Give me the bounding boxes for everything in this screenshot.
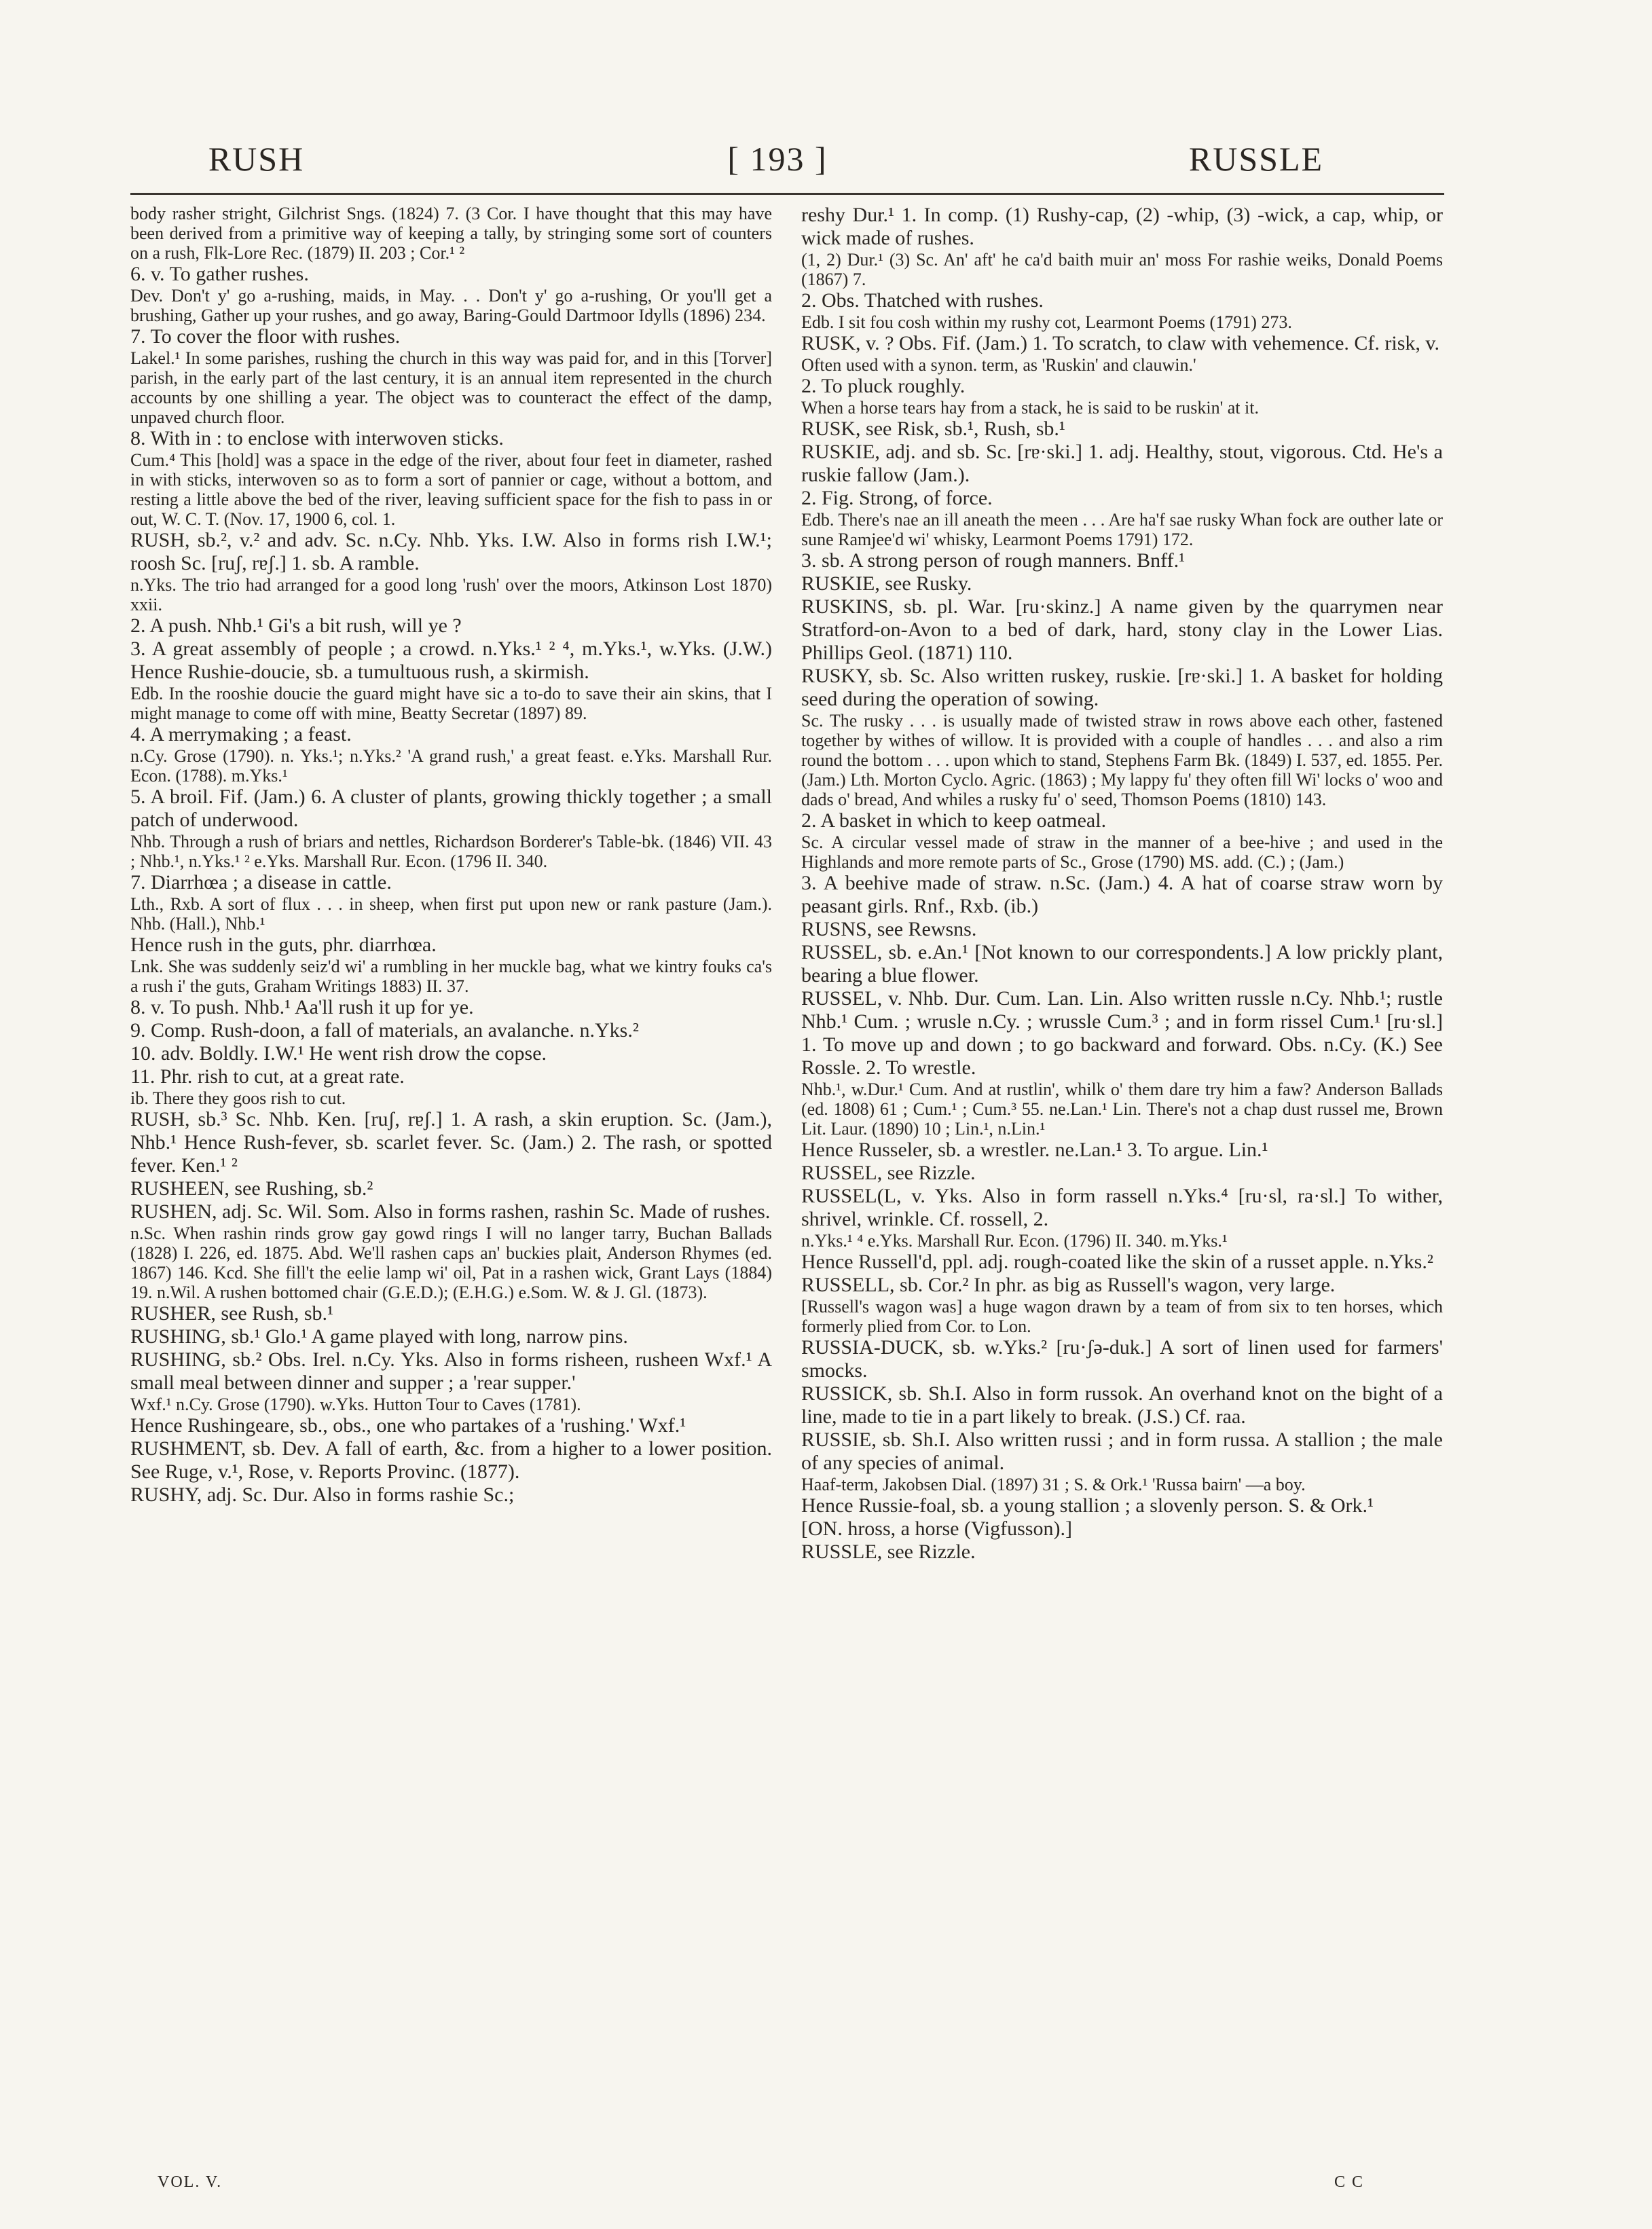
entry-paragraph: Hence Russell'd, ppl. adj. rough-coated like the skin of a russet apple. n.Yks.² [801, 1251, 1433, 1273]
volume-mark: VOL. V. [158, 2173, 223, 2191]
entry-paragraph: RUSSICK, sb. Sh.I. Also in form russok. An overhand knot on the bight of a line, made to tie in a part likely to break. (J.S.) Cf. raa. [801, 1382, 1443, 1428]
entry-paragraph: RUSSLE, see Rizzle. [801, 1541, 976, 1563]
entry-paragraph: [ON. hross, a horse (Vigfusson).] [801, 1517, 1072, 1540]
entry-paragraph: Hence Russeler, sb. a wrestler. ne.Lan.¹ 3. To argue. Lin.¹ [801, 1139, 1268, 1161]
citation-paragraph: ib. There they goos rish to cut. [130, 1088, 346, 1108]
citation-paragraph: Cum.⁴ This [hold] was a space in the edge of the river, about four feet in diameter, rashed in with sticks, interwoven so as to form a sort of pannier or cage, without a bottom, and resting a little above the bed of the river, leaving sufficient space for the fish to pass in or out, W. C. T. (Nov. 17, 1900 6, col. 1. [130, 450, 772, 529]
entry-paragraph: 7. To cover the floor with rushes. [130, 325, 401, 348]
entry-paragraph: 8. v. To push. Nhb.¹ Aa'll rush it up for ye. [130, 996, 474, 1018]
entry-paragraph: 6. v. To gather rushes. [130, 263, 309, 285]
citation-paragraph: Sc. The rusky . . . is usually made of twisted straw in rows above each other, fastened together by withes of willow. It is provided with a couple of handles . . . and also a rim round the bottom . . . upon which to stand, Stephens Farm Bk. (1849) I. 537, ed. 1855. Per. (Jam.) Lth. Morton Cyclo. Agric. (1863) ; My lappy fu' they often fill Wi' locks o' woo and dads o' bread, And whiles a rusky fu' o' seed, Thomson Poems (1810) 143. [801, 711, 1443, 809]
entry-paragraph: 10. adv. Boldly. I.W.¹ He went rish drow the copse. [130, 1042, 547, 1065]
entry-paragraph: 2. Obs. Thatched with rushes. [801, 289, 1044, 312]
entry-paragraph: RUSK, see Risk, sb.¹, Rush, sb.¹ [801, 418, 1065, 440]
entry-paragraph: RUSK, v. ? Obs. Fif. (Jam.) 1. To scratch, to claw with vehemence. Cf. risk, v. [801, 332, 1439, 354]
citation-paragraph: Lakel.¹ In some parishes, rushing the church in this way was paid for, and in this [Torver] parish, in the early part of the last century, it is an annual item represented in the church accounts by one shilling a year. The object was to counteract the effect of the damp, unpaved church floor. [130, 348, 772, 427]
entry-paragraph: RUSHING, sb.² Obs. Irel. n.Cy. Yks. Also in forms risheen, rusheen Wxf.¹ A small meal between dinner and supper ; a 'rear supper.' [130, 1348, 772, 1394]
entry-paragraph: 4. A merrymaking ; a feast. [130, 723, 352, 745]
citation-paragraph: Dev. Don't y' go a-rushing, maids, in May. . . Don't y' go a-rushing, Or you'll get a brushing, Gather up your rushes, and go away, Baring-Gould Dartmoor Idylls (1896) 234. [130, 286, 772, 325]
citation-paragraph: Haaf-term, Jakobsen Dial. (1897) 31 ; S. & Ork.¹ 'Russa bairn' —a boy. [801, 1475, 1306, 1494]
entry-paragraph: 9. Comp. Rush-doon, a fall of materials, an avalanche. n.Yks.² [130, 1019, 639, 1042]
citation-paragraph: n.Sc. When rashin rinds grow gay gowd rings I will no langer tarry, Buchan Ballads (1828) I. 226, ed. 1875. Abd. We'll rashen caps an' buckies plait, Anderson Rhymes (ed. 1867) 146. Kcd. She fill't the eelie lamp wi' oil, Pat in a rashen wick, Grant Lays (1884) 19. n.Wil. A rushen bottomed chair (G.E.D.); (E.H.G.) e.Som. W. & J. Gl. (1873). [130, 1223, 772, 1302]
citation-paragraph: n.Yks. The trio had arranged for a good long 'rush' over the moors, Atkinson Lost 1870) xxii. [130, 575, 772, 614]
citation-paragraph: [Russell's wagon was] a huge wagon drawn by a team of from six to ten horses, which formerly plied from Cor. to Lon. [801, 1297, 1443, 1336]
right-column [801, 204, 1443, 2173]
entry-paragraph: RUSSEL, v. Nhb. Dur. Cum. Lan. Lin. Also written russle n.Cy. Nhb.¹; rustle Nhb.¹ Cum. ; wrusle n.Cy. ; wrussle Cum.³ ; and in form rissel Cum.¹ [ru·sl.] 1. To move up and down ; to go backward and forward. Obs. n.Cy. (K.) See Rossle. 2. To wrestle. [801, 987, 1443, 1079]
citation-paragraph: Edb. There's nae an ill aneath the meen . . . Are ha'f sae rusky Whan fock are outher late or sune Ramjee'd wi' whisky, Learmont Poems 1791) 172. [801, 510, 1443, 549]
citation-paragraph: When a horse tears hay from a stack, he is said to be ruskin' at it. [801, 398, 1259, 418]
entry-paragraph: 2. To pluck roughly. [801, 375, 966, 397]
entry-paragraph: RUSKIE, see Rusky. [801, 572, 972, 595]
entry-paragraph: Hence Russie-foal, sb. a young stallion ; a slovenly person. S. & Ork.¹ [801, 1494, 1374, 1517]
entry-paragraph: RUSSELL, sb. Cor.² In phr. as big as Russell's wagon, very large. [801, 1274, 1336, 1296]
header-rule [130, 193, 1444, 195]
entry-paragraph: RUSKIE, adj. and sb. Sc. [rɐ·ski.] 1. adj. Healthy, stout, vigorous. Ctd. He's a ruskie fallow (Jam.). [801, 441, 1443, 486]
citation-paragraph: Wxf.¹ n.Cy. Grose (1790). w.Yks. Hutton Tour to Caves (1781). [130, 1395, 581, 1414]
entry-paragraph: RUSHMENT, sb. Dev. A fall of earth, &c. from a higher to a lower position. See Ruge, v.¹, Rose, v. Reports Provinc. (1877). [130, 1437, 772, 1483]
entry-paragraph: 3. A beehive made of straw. n.Sc. (Jam.) 4. A hat of coarse straw worn by peasant girls. Rnf., Rxb. (ib.) [801, 872, 1443, 917]
entry-paragraph: 3. A great assembly of people ; a crowd. n.Yks.¹ ² ⁴, m.Yks.¹, w.Yks. (J.W.) Hence Rushie-doucie, sb. a tumultuous rush, a skirmish. [130, 638, 772, 683]
entry-paragraph: RUSSEL, sb. e.An.¹ [Not known to our correspondents.] A low prickly plant, bearing a blue flower. [801, 941, 1443, 987]
entry-paragraph: 11. Phr. rish to cut, at a great rate. [130, 1065, 405, 1088]
entry-paragraph: 8. With in : to enclose with interwoven sticks. [130, 427, 504, 449]
citation-paragraph: Lnk. She was suddenly seiz'd wi' a rumbling in her muckle bag, what we kintry fouks ca's a rush i' the guts, Graham Writings 1883) II. 37. [130, 957, 772, 996]
entry-paragraph: RUSKINS, sb. pl. War. [ru·skinz.] A name given by the quarrymen near Stratford-on-Avon to a bed of dark, hard, stony clay in the Lower Lias. Phillips Geol. (1871) 110. [801, 595, 1443, 664]
entry-paragraph: RUSH, sb.², v.² and adv. Sc. n.Cy. Nhb. Yks. I.W. Also in forms rish I.W.¹; roosh Sc. [ruʃ, rɐʃ.] 1. sb. A ramble. [130, 529, 772, 574]
entry-paragraph: RUSH, sb.³ Sc. Nhb. Ken. [ruʃ, rɐʃ.] 1. A rash, a skin eruption. Sc. (Jam.), Nhb.¹ Hence Rush-fever, sb. scarlet fever. Sc. (Jam.) 2. The rash, or spotted fever. Ken.¹ ² [130, 1108, 772, 1177]
entry-paragraph: Hence rush in the guts, phr. diarrhœa. [130, 934, 437, 956]
entry-paragraph: RUSHER, see Rush, sb.¹ [130, 1302, 334, 1325]
entry-paragraph: reshy Dur.¹ 1. In comp. (1) Rushy-cap, (2) -whip, (3) -wick, a cap, whip, or wick made of rushes. [801, 204, 1443, 249]
citation-paragraph: Nhb. Through a rush of briars and nettles, Richardson Borderer's Table-bk. (1846) VII. 43 ; Nhb.¹, n.Yks.¹ ² e.Yks. Marshall Rur. Econ. (1796 II. 340. [130, 832, 772, 871]
running-head-left: RUSH [208, 140, 305, 178]
entry-paragraph: RUSNS, see Rewsns. [801, 918, 977, 940]
citation-paragraph: n.Yks.¹ ⁴ e.Yks. Marshall Rur. Econ. (1796) II. 340. m.Yks.¹ [801, 1231, 1228, 1251]
entry-paragraph: RUSHEN, adj. Sc. Wil. Som. Also in forms rashen, rashin Sc. Made of rushes. [130, 1200, 771, 1223]
signature-mark: C C [1334, 2173, 1365, 2191]
entry-paragraph: 2. Fig. Strong, of force. [801, 487, 993, 509]
entry-paragraph: RUSHEEN, see Rushing, sb.² [130, 1177, 373, 1200]
entry-paragraph: 2. A push. Nhb.¹ Gi's a bit rush, will ye ? [130, 614, 462, 637]
citation-paragraph: Edb. I sit fou cosh within my rushy cot, Learmont Poems (1791) 273. [801, 312, 1292, 332]
entry-paragraph: 7. Diarrhœa ; a disease in cattle. [130, 871, 392, 894]
citation-paragraph: Lth., Rxb. A sort of flux . . . in sheep, when first put upon new or rank pasture (Jam.). Nhb. (Hall.), Nhb.¹ [130, 894, 772, 934]
citation-paragraph: Nhb.¹, w.Dur.¹ Cum. And at rustlin', whilk o' them dare try him a faw? Anderson Ballads (ed. 1808) 61 ; Cum.¹ ; Cum.³ 55. ne.Lan.¹ Lin. There's not a chap dust russel me, Brown Lit. Laur. (1890) 10 ; Lin.¹, n.Lin.¹ [801, 1080, 1443, 1139]
entry-paragraph: Hence Rushingeare, sb., obs., one who partakes of a 'rushing.' Wxf.¹ [130, 1414, 686, 1437]
page-number: [ 193 ] [727, 140, 828, 178]
entry-paragraph: 2. A basket in which to keep oatmeal. [801, 809, 1107, 832]
citation-paragraph: Sc. A circular vessel made of straw in the manner of a bee-hive ; and used in the Highlands and more remote parts of Sc., Grose (1790) MS. add. (C.) ; (Jam.) [801, 832, 1443, 872]
entry-paragraph: 5. A broil. Fif. (Jam.) 6. A cluster of plants, growing thickly together ; a small patch of underwood. [130, 786, 772, 831]
entry-paragraph: RUSKY, sb. Sc. Also written ruskey, ruskie. [rɐ·ski.] 1. A basket for holding seed during the operation of sowing. [801, 665, 1443, 710]
entry-paragraph: RUSSEL(L, v. Yks. Also in form rassell n.Yks.⁴ [ru·sl, ra·sl.] To wither, shrivel, wrinkle. Cf. rossell, 2. [801, 1185, 1443, 1230]
entry-paragraph: RUSSEL, see Rizzle. [801, 1162, 976, 1184]
entry-paragraph: RUSHING, sb.¹ Glo.¹ A game played with long, narrow pins. [130, 1325, 628, 1348]
left-column [130, 204, 772, 2173]
entry-paragraph: 3. sb. A strong person of rough manners. Bnff.¹ [801, 549, 1186, 572]
entry-paragraph: RUSHY, adj. Sc. Dur. Also in forms rashie Sc.; [130, 1484, 515, 1506]
running-head-right: RUSSLE [1188, 140, 1324, 178]
entry-paragraph: RUSSIA-DUCK, sb. w.Yks.² [ru·ʃə-duk.] A sort of linen used for farmers' smocks. [801, 1336, 1443, 1382]
citation-paragraph: (1, 2) Dur.¹ (3) Sc. An' aft' he ca'd baith muir an' moss For rashie weiks, Donald Poems (1867) 7. [801, 250, 1443, 289]
entry-paragraph: RUSSIE, sb. Sh.I. Also written russi ; and in form russa. A stallion ; the male of any species of animal. [801, 1429, 1443, 1474]
citation-paragraph: body rasher stright, Gilchrist Sngs. (1824) 7. (3 Cor. I have thought that this may have been derived from a primitive way of keeping a tally, by stringing some sort of counters on a rush, Flk-Lore Rec. (1879) II. 203 ; Cor.¹ ² [130, 204, 772, 263]
citation-paragraph: Often used with a synon. term, as 'Ruskin' and clauwin.' [801, 355, 1196, 375]
citation-paragraph: n.Cy. Grose (1790). n. Yks.¹; n.Yks.² 'A grand rush,' a great feast. e.Yks. Marshall Rur. Econ. (1788). m.Yks.¹ [130, 746, 772, 786]
citation-paragraph: Edb. In the rooshie doucie the guard might have sic a to-do to save their ain skins, that I might manage to come off with mine, Beatty Secretar (1897) 89. [130, 684, 772, 723]
